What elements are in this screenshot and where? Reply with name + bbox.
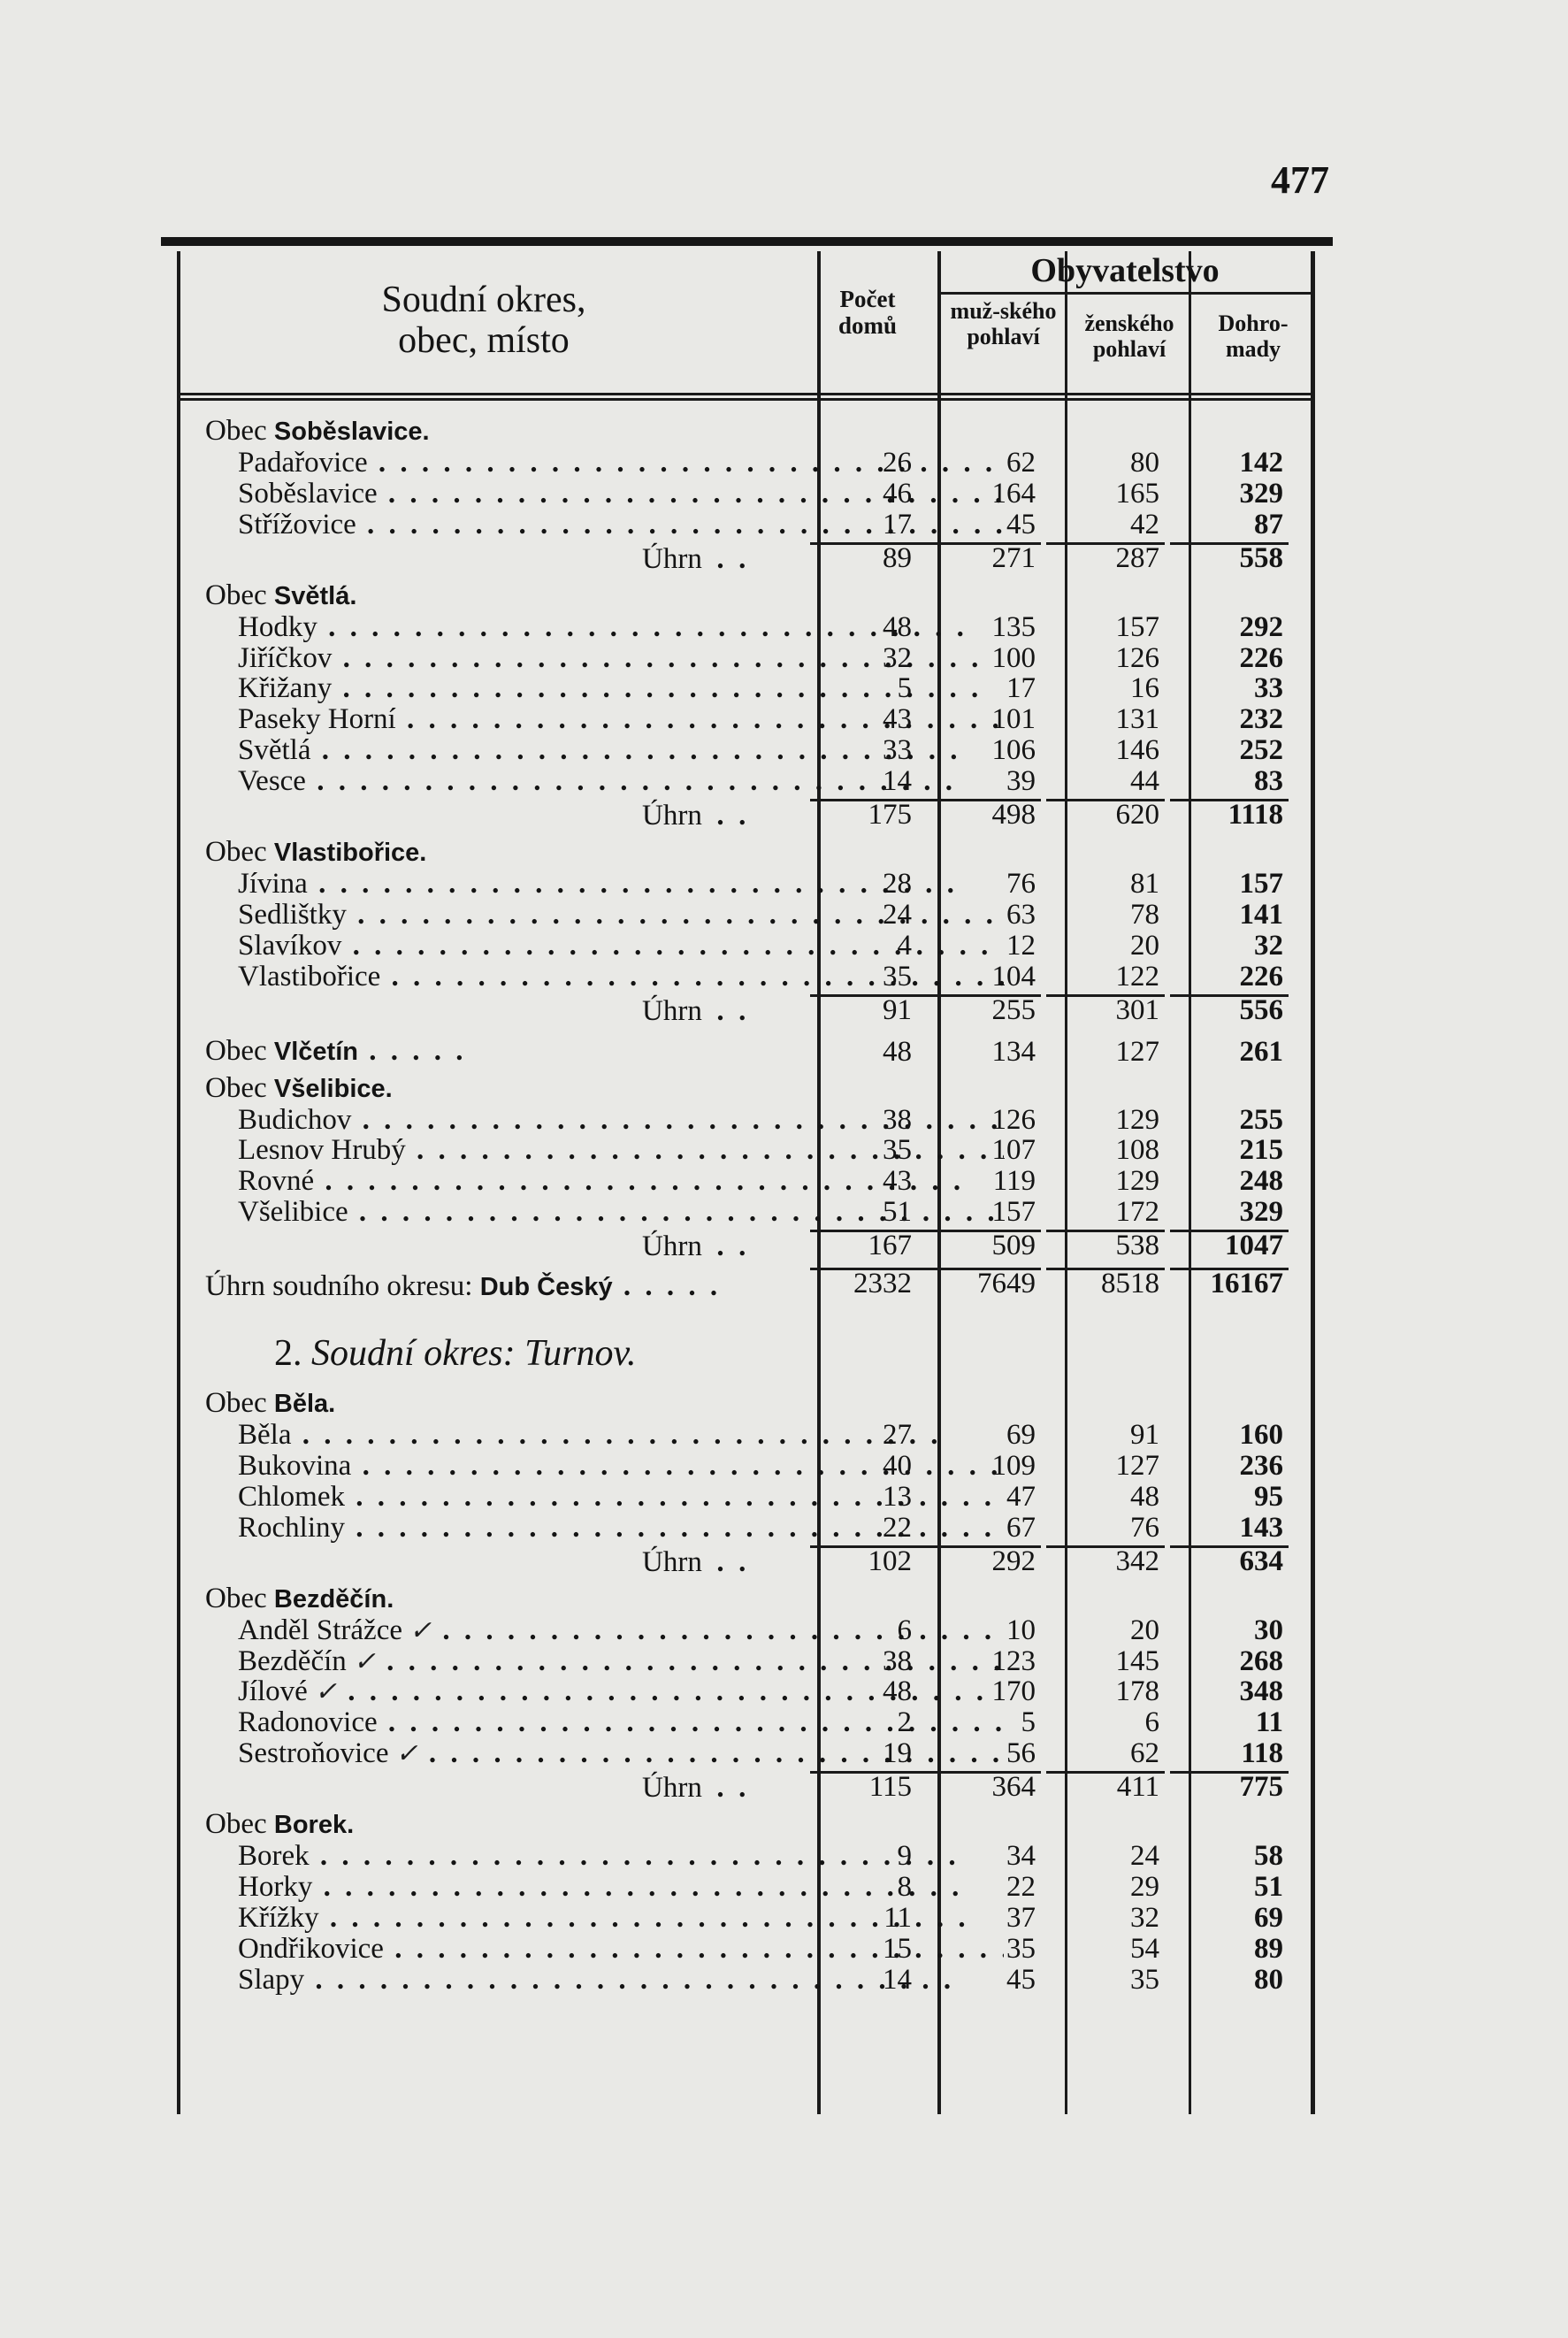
male-value: 34: [1006, 1840, 1036, 1873]
group-row: [161, 1071, 1333, 1105]
female-value: 80: [1130, 447, 1159, 479]
female-value: 122: [1115, 960, 1159, 993]
group-name: Běla.: [273, 1390, 336, 1419]
place-name: Jiříčkov: [238, 642, 333, 674]
total-value: 226: [1239, 641, 1283, 674]
houses-value: 35: [883, 1134, 912, 1167]
total-value: 292: [1239, 610, 1283, 643]
check-mark-icon: ✓: [314, 1677, 337, 1707]
male-value: 157: [991, 1196, 1036, 1229]
table-row: [161, 1482, 1333, 1513]
header-obyvatelstvo: Obyvatelstvo: [1030, 252, 1220, 289]
table-row: [161, 1934, 1333, 1965]
total-value: 141: [1239, 898, 1283, 931]
total-value: 33: [1254, 672, 1283, 705]
table-row: [161, 1615, 1333, 1646]
female-value: 127: [1115, 1035, 1159, 1068]
male-value: 37: [1006, 1901, 1036, 1934]
houses-value: 38: [883, 1644, 912, 1677]
place-label: [238, 931, 1004, 962]
male-value: 17: [1006, 672, 1036, 705]
male-value: 271: [922, 542, 1041, 571]
male-value: 39: [1006, 765, 1036, 798]
place-name: Budichov: [238, 1104, 352, 1136]
total-value: 69: [1254, 1901, 1283, 1934]
place-name: Světlá: [238, 735, 311, 767]
group-prefix: Obec: [205, 1071, 274, 1104]
place-name: Horky: [238, 1872, 313, 1903]
total-value: 232: [1239, 703, 1283, 736]
total-value: 236: [1239, 1450, 1283, 1483]
place-name: Sestroňovice: [238, 1738, 389, 1770]
male-value: 45: [1006, 1963, 1036, 1996]
header-main-line2: obec, místo: [398, 320, 570, 362]
sum-row: [161, 1228, 1333, 1266]
place-label: [238, 1707, 1004, 1738]
male-value: 170: [991, 1675, 1036, 1708]
header-zen: ženského pohlaví: [1084, 310, 1174, 362]
male-value: 100: [991, 641, 1036, 674]
place-name: Paseky Horní: [238, 704, 396, 736]
table-row: [161, 962, 1333, 993]
male-value: 5: [1021, 1706, 1036, 1739]
female-value: 178: [1115, 1675, 1159, 1708]
houses-value: 8: [897, 1871, 912, 1904]
total-value: 143: [1239, 1511, 1283, 1544]
total-value: 215: [1239, 1134, 1283, 1167]
total-prefix: Úhrn soudního okresu:: [205, 1270, 480, 1303]
houses-value: 9: [897, 1840, 912, 1873]
place-name: Anděl Strážce: [238, 1614, 402, 1646]
table-row: [161, 1707, 1333, 1738]
group-name: Světlá.: [273, 581, 357, 610]
place-name: Rochliny: [238, 1512, 345, 1544]
group-prefix: Obec: [205, 415, 274, 447]
total-value: 95: [1254, 1480, 1283, 1513]
houses-value: 33: [883, 734, 912, 767]
houses-value: 22: [883, 1511, 912, 1544]
group-prefix: Obec: [205, 579, 274, 611]
table-row: [161, 1166, 1333, 1197]
page-number: 477: [1271, 158, 1329, 202]
header-dohromady: Dohro-mady: [1218, 310, 1289, 362]
female-value: 35: [1130, 1963, 1159, 1996]
total-value: 556: [1170, 994, 1289, 1023]
male-value: 69: [1006, 1419, 1036, 1452]
male-value: 164: [991, 477, 1036, 510]
female-value: 24: [1130, 1840, 1159, 1873]
place-name: Bukovina: [238, 1451, 352, 1482]
header-muz: muž-ského pohlaví: [950, 298, 1057, 349]
male-value: 22: [1006, 1871, 1036, 1904]
sum-row: [161, 797, 1333, 835]
houses-value: 48: [883, 1675, 912, 1708]
place-name: Ondřikovice: [238, 1933, 384, 1965]
group-label: [205, 579, 356, 613]
houses-value: 4: [897, 929, 912, 962]
houses-value: 89: [810, 542, 922, 571]
place-name: Jívina: [238, 869, 308, 900]
male-value: 56: [1006, 1737, 1036, 1770]
table-row: [161, 1872, 1333, 1903]
female-value: 76: [1130, 1511, 1159, 1544]
female-value: 54: [1130, 1932, 1159, 1965]
place-name: Běla: [238, 1420, 292, 1452]
group-row: [161, 414, 1333, 448]
group-label: [205, 1386, 335, 1421]
place-label: [238, 673, 1004, 704]
female-value: 129: [1115, 1103, 1159, 1136]
place-label: [238, 1872, 1004, 1903]
place-name: Rovné: [238, 1166, 315, 1198]
female-value: 131: [1115, 703, 1159, 736]
group-name: Bezděčín.: [273, 1584, 394, 1614]
table-row: [161, 1420, 1333, 1451]
table-row: [161, 1105, 1333, 1136]
table-row: [161, 673, 1333, 704]
sum-label: Úhrn . .: [642, 993, 746, 1031]
total-value: 51: [1254, 1871, 1283, 1904]
total-value: 252: [1239, 734, 1283, 767]
total-value: 32: [1254, 929, 1283, 962]
total-value: 329: [1239, 1196, 1283, 1229]
place-name: Křížky: [238, 1902, 319, 1934]
male-value: 76: [1006, 868, 1036, 901]
place-name: Bezděčín: [238, 1645, 347, 1677]
houses-value: 6: [897, 1614, 912, 1646]
section-heading-row: [161, 1307, 1333, 1386]
place-name: Křižany: [238, 673, 333, 705]
total-value: 83: [1254, 765, 1283, 798]
houses-value: 14: [883, 765, 912, 798]
female-value: 81: [1130, 868, 1159, 901]
group-prefix: Obec: [205, 1808, 274, 1841]
sum-row: [161, 993, 1333, 1031]
female-value: 91: [1130, 1419, 1159, 1452]
total-value: 261: [1239, 1035, 1283, 1068]
table-row: [161, 900, 1333, 931]
female-value: 42: [1130, 508, 1159, 540]
group-name: Všelibice.: [273, 1074, 393, 1103]
female-value: 287: [1046, 542, 1165, 571]
group-row: [161, 1807, 1333, 1841]
place-name: Střížovice: [238, 509, 356, 540]
houses-value: 167: [810, 1230, 922, 1259]
table-row: [161, 1135, 1333, 1166]
houses-value: 13: [883, 1480, 912, 1513]
table-row: [161, 931, 1333, 962]
section-title: Soudní okres: Turnov.: [311, 1333, 637, 1375]
header-rule-2: [180, 398, 1314, 401]
houses-value: 35: [883, 960, 912, 993]
section-number: 2.: [274, 1333, 311, 1375]
total-value: 160: [1239, 1419, 1283, 1452]
male-value: 67: [1006, 1511, 1036, 1544]
total-value: 775: [1170, 1771, 1289, 1800]
male-value: 107: [991, 1134, 1036, 1167]
houses-value: 19: [883, 1737, 912, 1770]
female-value: 165: [1115, 477, 1159, 510]
female-value: 411: [1046, 1771, 1165, 1800]
male-value: 498: [922, 799, 1041, 828]
sum-label: Úhrn . .: [642, 1228, 746, 1266]
houses-value: 26: [883, 447, 912, 479]
total-value: 118: [1241, 1737, 1283, 1770]
male-value: 10: [1006, 1614, 1036, 1646]
female-value: 6: [1144, 1706, 1159, 1739]
group-label: [205, 835, 426, 870]
table-row: [161, 1676, 1333, 1707]
check-mark-icon: ✓: [353, 1646, 376, 1676]
total-value: 248: [1239, 1165, 1283, 1198]
male-value: 12: [1006, 929, 1036, 962]
houses-value: 11: [883, 1901, 912, 1934]
check-mark-icon: ✓: [395, 1739, 418, 1769]
group-label: [205, 1071, 393, 1106]
group-row: [161, 1386, 1333, 1420]
houses-value: 15: [883, 1932, 912, 1965]
place-name: Vesce: [238, 766, 306, 798]
place-name: Sedlištky: [238, 899, 347, 931]
district-total-row: [161, 1266, 1333, 1307]
male-value: 134: [991, 1035, 1036, 1068]
male-value: 509: [922, 1230, 1041, 1259]
female-value: 8518: [1046, 1268, 1165, 1297]
place-name: Borek: [238, 1841, 310, 1873]
table-row: [161, 869, 1333, 900]
female-value: 126: [1115, 641, 1159, 674]
female-value: 78: [1130, 898, 1159, 931]
female-value: 32: [1130, 1901, 1159, 1934]
group-label: [205, 1807, 354, 1842]
male-value: 106: [991, 734, 1036, 767]
place-label: [238, 1841, 1004, 1872]
houses-value: 46: [883, 477, 912, 510]
female-value: 20: [1130, 1614, 1159, 1646]
houses-value: 91: [810, 994, 922, 1023]
male-value: 135: [991, 610, 1036, 643]
houses-value: 48: [883, 610, 912, 643]
table-row: [161, 1903, 1333, 1934]
group-prefix: Obec: [205, 836, 274, 869]
group-name: Vlastibořice.: [273, 839, 427, 868]
table-row: [161, 643, 1333, 674]
female-value: 157: [1115, 610, 1159, 643]
table-row: [161, 735, 1333, 766]
male-value: 255: [922, 994, 1041, 1023]
houses-value: 24: [883, 898, 912, 931]
houses-value: 28: [883, 868, 912, 901]
sum-row: [161, 1769, 1333, 1807]
sum-label: Úhrn . .: [642, 1769, 746, 1807]
top-rule: [161, 237, 1333, 246]
female-value: 342: [1046, 1545, 1165, 1575]
houses-value: 102: [810, 1545, 922, 1575]
houses-value: 2: [897, 1706, 912, 1739]
female-value: 16: [1130, 672, 1159, 705]
table-row: [161, 1197, 1333, 1228]
place-name: Jílové: [238, 1676, 308, 1708]
female-value: 29: [1130, 1871, 1159, 1904]
male-value: 7649: [922, 1268, 1041, 1297]
total-value: 634: [1170, 1545, 1289, 1575]
total-value: 329: [1239, 477, 1283, 510]
houses-value: 17: [883, 508, 912, 540]
houses-value: 115: [810, 1771, 922, 1800]
female-value: 62: [1130, 1737, 1159, 1770]
female-value: 20: [1130, 929, 1159, 962]
sum-row: [161, 540, 1333, 579]
total-value: 89: [1254, 1932, 1283, 1965]
single-row: [161, 1031, 1333, 1071]
female-value: 538: [1046, 1230, 1165, 1259]
total-value: 11: [1255, 1706, 1283, 1739]
male-value: 292: [922, 1545, 1041, 1575]
female-value: 129: [1115, 1165, 1159, 1198]
table-row: [161, 1841, 1333, 1872]
houses-value: 48: [883, 1035, 912, 1068]
place-name: Soběslavice: [238, 478, 378, 510]
male-value: 45: [1006, 508, 1036, 540]
female-value: 301: [1046, 994, 1165, 1023]
total-value: 58: [1254, 1840, 1283, 1873]
place-name: Chlomek: [238, 1481, 345, 1513]
header-main: [179, 280, 789, 361]
group-row: [161, 1582, 1333, 1615]
obyv-rule: [941, 292, 1312, 295]
total-name: Dub Český: [479, 1273, 613, 1302]
header-rule-1: [180, 393, 1314, 395]
check-mark-icon: ✓: [409, 1615, 432, 1645]
table-row: [161, 1451, 1333, 1482]
houses-value: 5: [897, 672, 912, 705]
group-label: [205, 1582, 394, 1616]
houses-value: 175: [810, 799, 922, 828]
group-prefix: Obec: [205, 1387, 274, 1420]
header-main-line1: Soudní okres,: [381, 280, 586, 320]
houses-value: 43: [883, 703, 912, 736]
houses-value: 32: [883, 641, 912, 674]
female-value: 146: [1115, 734, 1159, 767]
group-row: [161, 579, 1333, 612]
total-value: 30: [1254, 1614, 1283, 1646]
table-row: [161, 1513, 1333, 1544]
total-value: 268: [1239, 1644, 1283, 1677]
houses-value: 51: [883, 1196, 912, 1229]
table-row: [161, 1646, 1333, 1677]
sum-label: Úhrn . .: [642, 797, 746, 835]
total-value: 348: [1239, 1675, 1283, 1708]
table-row: [161, 510, 1333, 540]
group-row: [161, 835, 1333, 869]
male-value: 104: [991, 960, 1036, 993]
total-value: 1118: [1170, 799, 1289, 828]
table-row: [161, 448, 1333, 479]
total-value: 255: [1239, 1103, 1283, 1136]
place-name: Padařovice: [238, 448, 368, 479]
total-value: 1047: [1170, 1230, 1289, 1259]
place-name: Všelibice: [238, 1197, 348, 1229]
female-value: 48: [1130, 1480, 1159, 1513]
female-value: 620: [1046, 799, 1165, 828]
male-value: 101: [991, 703, 1036, 736]
female-value: 44: [1130, 765, 1159, 798]
male-value: 126: [991, 1103, 1036, 1136]
houses-value: 2332: [810, 1268, 922, 1297]
male-value: 63: [1006, 898, 1036, 931]
total-value: 558: [1170, 542, 1289, 571]
total-value: 16167: [1170, 1268, 1289, 1297]
table-row: [161, 1965, 1333, 1996]
houses-value: 14: [883, 1963, 912, 1996]
male-value: 364: [922, 1771, 1041, 1800]
table-row: [161, 479, 1333, 510]
male-value: 119: [992, 1165, 1036, 1198]
total-value: 226: [1239, 960, 1283, 993]
male-value: 109: [991, 1450, 1036, 1483]
sum-label: Úhrn . .: [642, 540, 746, 579]
male-value: 123: [991, 1644, 1036, 1677]
houses-value: 40: [883, 1450, 912, 1483]
group-name: Soběslavice.: [273, 418, 430, 446]
female-value: 127: [1115, 1450, 1159, 1483]
place-label: [238, 1615, 1004, 1647]
houses-value: 27: [883, 1419, 912, 1452]
houses-value: 38: [883, 1103, 912, 1136]
table-body: [161, 414, 1333, 1996]
group-name: Vlčetín: [273, 1037, 358, 1066]
header-pocet: Počet domů: [838, 286, 898, 339]
place-name: Lesnov Hrubý: [238, 1135, 406, 1167]
group-name: Borek.: [273, 1811, 355, 1840]
place-name: Hodky: [238, 611, 317, 643]
female-value: 172: [1115, 1196, 1159, 1229]
place-name: Slapy: [238, 1964, 305, 1996]
group-label: [205, 414, 430, 448]
male-value: 62: [1006, 447, 1036, 479]
total-value: 157: [1239, 868, 1283, 901]
female-value: 108: [1115, 1134, 1159, 1167]
sum-row: [161, 1544, 1333, 1582]
total-value: 80: [1254, 1963, 1283, 1996]
total-value: 87: [1254, 508, 1283, 540]
place-name: Radonovice: [238, 1707, 378, 1739]
female-value: 145: [1115, 1644, 1159, 1677]
group-prefix: Obec: [205, 1034, 274, 1067]
place-name: Slavíkov: [238, 930, 342, 962]
section-heading: [274, 1314, 636, 1393]
group-prefix: Obec: [205, 1582, 274, 1614]
population-table: [161, 237, 1333, 2114]
table-row: [161, 612, 1333, 643]
houses-value: 43: [883, 1165, 912, 1198]
place-name: Vlastibořice: [238, 961, 381, 993]
table-row: [161, 766, 1333, 797]
male-value: 47: [1006, 1480, 1036, 1513]
table-row: [161, 1738, 1333, 1769]
total-value: 142: [1239, 447, 1283, 479]
male-value: 35: [1006, 1932, 1036, 1965]
sum-label: Úhrn . .: [642, 1544, 746, 1582]
table-row: [161, 704, 1333, 735]
